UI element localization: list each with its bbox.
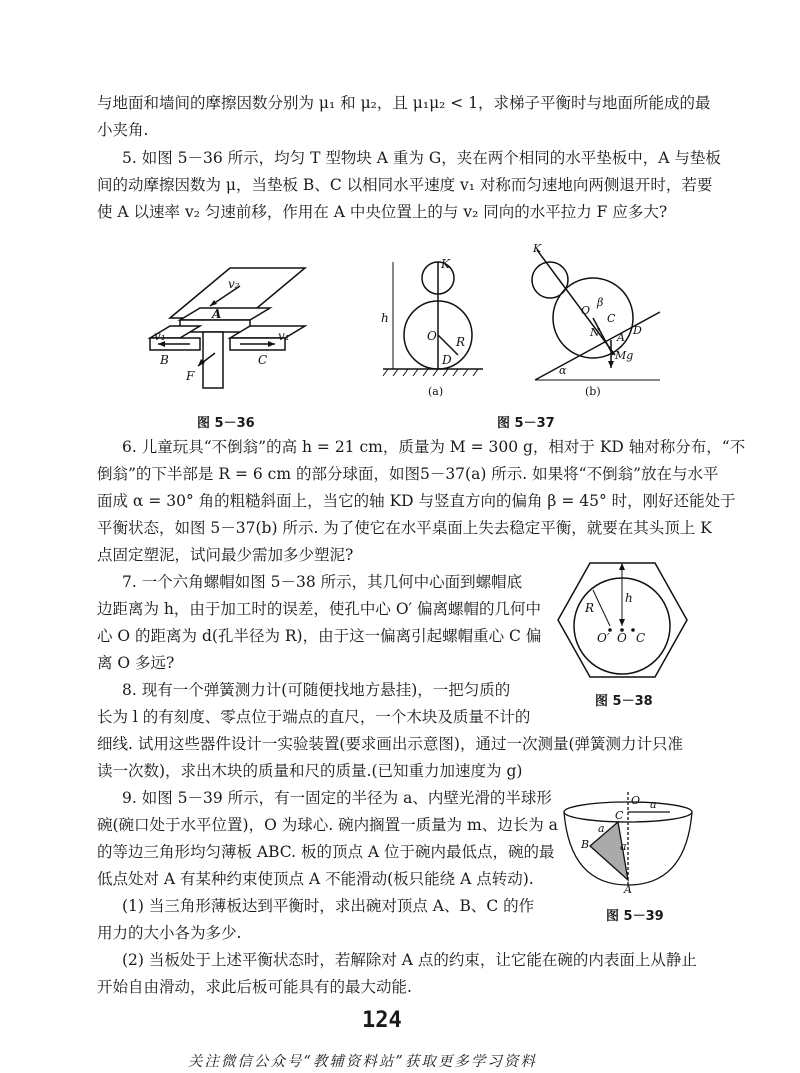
label-A: A [212, 307, 222, 321]
text-line: 与地面和墙间的摩擦因数分别为 μ₁ 和 μ₂，且 μ₁μ₂ < 1，求梯子平衡时与地面所能成的最 [97, 94, 711, 112]
label-A: A [624, 883, 632, 895]
label-h: h [381, 311, 389, 325]
label-D: D [633, 324, 642, 337]
caption-fig-5-38: 图 5－38 [595, 694, 653, 709]
label-F: F [186, 369, 195, 383]
figure-5-36 [140, 258, 320, 398]
label-R: R [456, 335, 466, 349]
figure-5-37a [378, 250, 488, 400]
label-sub-b: (b) [585, 385, 601, 398]
text-line: 平衡状态，如图 5－37(b) 所示. 为了使它在水平桌面上失去稳定平衡，就要在其头顶上 K [97, 519, 712, 537]
label-O-prime: O′ [597, 631, 610, 645]
label-sub-a: (a) [428, 385, 444, 398]
label-B: B [160, 353, 169, 367]
label-C: C [258, 353, 268, 367]
problem-8-line: 8. 现有一个弹簧测力计(可随便找地方悬挂)，一把匀质的 [122, 681, 511, 699]
figure-5-37b [515, 240, 665, 400]
footer-note: 关注微信公众号“教辅资料站”获取更多学习资料 [188, 1054, 537, 1070]
label-O: O [617, 631, 627, 645]
label-R: R [585, 601, 595, 615]
label-a-top: a [650, 798, 657, 811]
label-O: O [631, 794, 641, 807]
text-line: 低点处对 A 有某种约束使顶点 A 不能滑动(板只能绕 A 点转动). [97, 870, 534, 888]
text-line: 倒翁”的下半部是 R = 6 cm 的部分球面，如图5－37(a) 所示. 如果将“不倒翁”放在与水平 [97, 465, 719, 483]
text-line: 离 O 多远? [97, 654, 175, 672]
page-number: 124 [362, 1008, 402, 1033]
text-line: 碗(碗口处于水平位置)，O 为球心. 碗内搁置一质量为 m、边长为 a [97, 816, 558, 834]
label-K: K [441, 257, 450, 271]
text-line: 边距离为 h，由于加工时的误差，使孔中心 O′ 偏离螺帽的几何中 [97, 600, 541, 618]
label-B: B [581, 838, 590, 851]
label-a-right: a [620, 840, 627, 853]
label-h: h [625, 591, 633, 605]
problem-6-line: 6. 儿童玩具“不倒翁”的高 h = 21 cm，质量为 M = 300 g，相对于 KD 轴对称分布，“不 [122, 438, 746, 456]
label-v1-right: v₁ [278, 329, 290, 343]
label-alpha: α [559, 364, 567, 377]
problem-5-line: 5. 如图 5－36 所示，均匀 T 型物块 A 重为 G，夹在两个相同的水平垫板中，A 与垫板 [122, 149, 721, 167]
label-v2: v₂ [228, 277, 240, 291]
figure-5-38 [555, 560, 690, 680]
label-a-left: a [598, 822, 605, 835]
caption-fig-5-36: 图 5－36 [197, 416, 255, 431]
text-line: (2) 当板处于上述平衡状态时，若解除对 A 点的约束，让它能在碗的内表面上从静止 [122, 951, 697, 969]
problem-9-line: 9. 如图 5－39 所示，有一固定的半径为 a、内壁光滑的半球形 [122, 789, 552, 807]
label-N: N [590, 326, 600, 339]
label-A: A [617, 331, 625, 344]
text-line: 用力的大小各为多少. [97, 924, 242, 942]
label-D: D [442, 353, 452, 367]
figure-5-39 [560, 790, 695, 895]
text-line: 间的动摩擦因数为 μ，当垫板 B、C 以相同水平速度 v₁ 对称而匀速地向两侧退开时，若要 [97, 176, 713, 194]
label-K: K [533, 242, 542, 255]
text-line: 读一次数)，求出木块的质量和尺的质量.(已知重力加速度为 g) [97, 762, 523, 780]
text-line: 心 O 的距离为 d(孔半径为 R)，由于这一偏离引起螺帽重心 C 偏 [97, 627, 542, 645]
text-line: 开始自由滑动，求此后板可能具有的最大动能. [97, 978, 412, 996]
text-line: 的等边三角形均匀薄板 ABC. 板的顶点 A 位于碗内最低点，碗的最 [97, 843, 555, 861]
caption-fig-5-39: 图 5－39 [606, 909, 664, 924]
label-C: C [615, 809, 624, 822]
label-C: C [636, 631, 646, 645]
label-C: C [607, 312, 616, 325]
text-line: 点固定塑泥，试问最少需加多少塑泥? [97, 546, 354, 564]
caption-fig-5-37: 图 5－37 [497, 416, 555, 431]
label-O: O [581, 304, 591, 317]
label-O: O [427, 329, 437, 343]
problem-7-line: 7. 一个六角螺帽如图 5－38 所示，其几何中心面到螺帽底 [122, 573, 523, 591]
text-line: 面成 α = 30° 角的粗糙斜面上，当它的轴 KD 与竖直方向的偏角 β = 45° 时，刚好还能处于 [97, 492, 736, 510]
text-line: 小夹角. [97, 121, 149, 139]
text-line: 使 A 以速率 v₂ 匀速前移，作用在 A 中央位置上的与 v₂ 同向的水平拉力 F 应多大? [97, 203, 668, 221]
label-beta: β [597, 296, 604, 309]
text-line: 细线. 试用这些器件设计一实验装置(要求画出示意图)，通过一次测量(弹簧测力计只准 [97, 735, 683, 753]
label-v1-left: v₁ [154, 329, 166, 343]
text-line: 长为 l 的有刻度、零点位于端点的直尺，一个木块及质量不计的 [97, 708, 531, 726]
label-Mg: Mg [615, 349, 634, 362]
text-line: (1) 当三角形薄板达到平衡时，求出碗对顶点 A、B、C 的作 [122, 897, 535, 915]
